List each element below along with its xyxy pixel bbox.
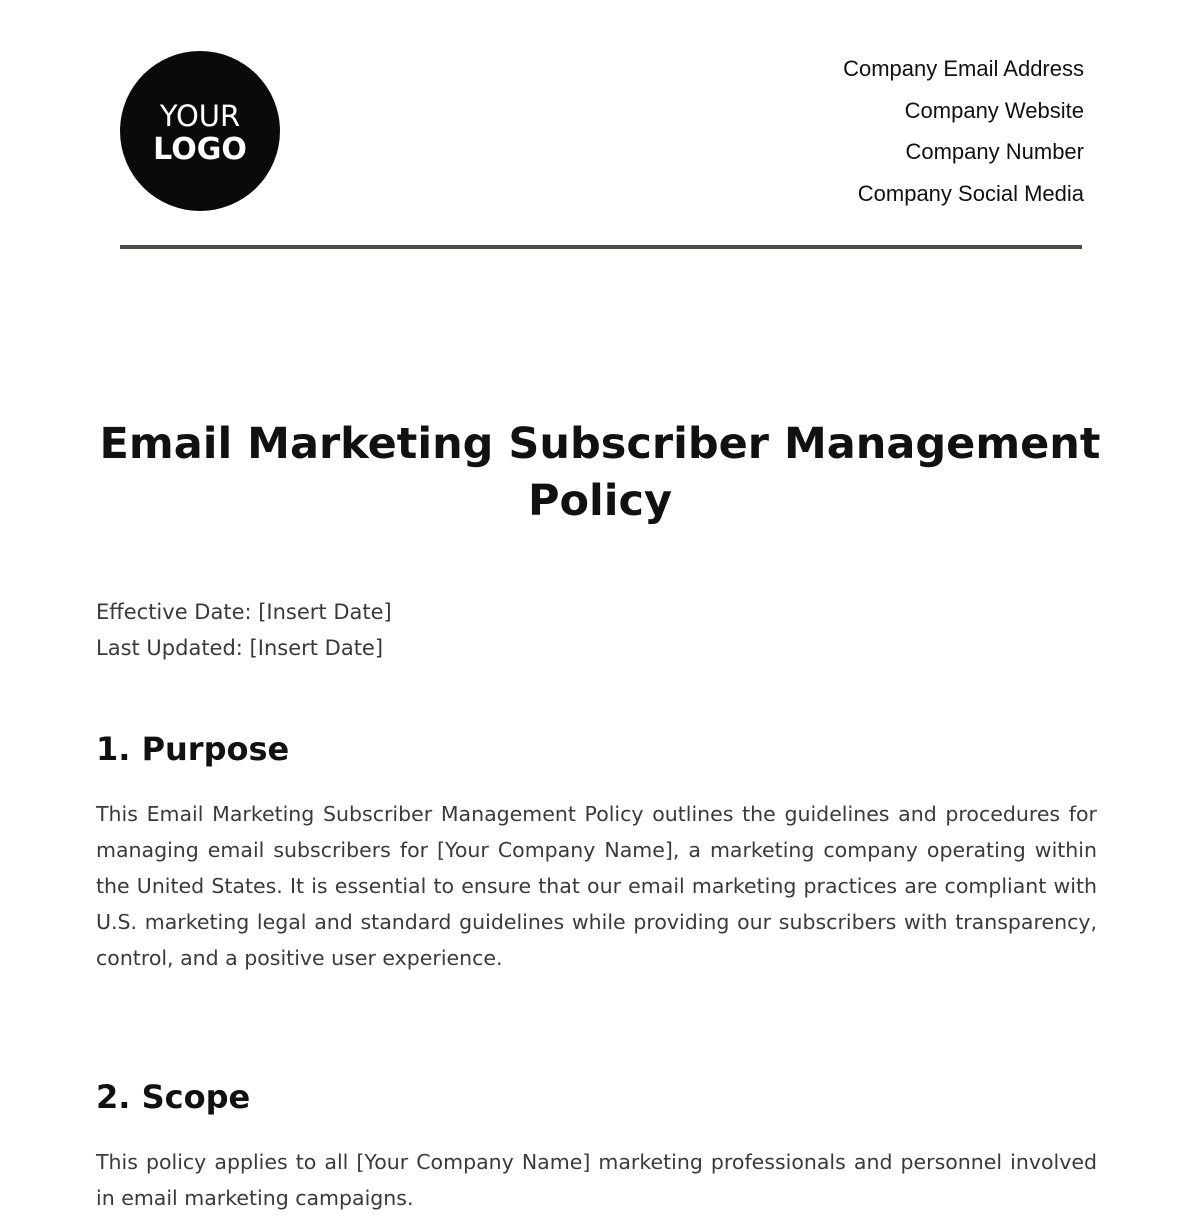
header-divider — [120, 245, 1082, 249]
logo-text-your: YOUR — [159, 98, 241, 133]
company-email: Company Email Address — [843, 56, 1084, 81]
last-updated-date: Last Updated: [Insert Date] — [96, 636, 384, 660]
section-heading-purpose: 1. Purpose — [96, 730, 290, 768]
company-logo — [120, 51, 280, 211]
document-title: Email Marketing Subscriber Management Policy — [99, 419, 1101, 526]
company-number: Company Number — [905, 139, 1084, 164]
section-heading-scope: 2. Scope — [96, 1078, 251, 1116]
company-website: Company Website — [904, 97, 1084, 123]
effective-date: Effective Date: [Insert Date] — [96, 600, 392, 624]
logo-text-logo: LOGO — [153, 131, 247, 167]
company-contact-block — [843, 54, 1084, 220]
company-social-media: Company Social Media — [857, 180, 1084, 206]
section-body-scope: This policy applies to all [Your Company Name] marketing professionals and personnel involved in email marketing campaigns. — [96, 1150, 1097, 1210]
section-body-purpose: This Email Marketing Subscriber Management Policy outlines the guidelines and procedures for managing email subscribers for [Your Company Name], a marketing company operating within the United States. It is essential to ensure that our email marketing practices are compliant with U.S. marketing legal and standard guidelines while providing our subscribers with transparency, control, and a positive user experience. — [96, 802, 1097, 970]
document-dates — [96, 594, 392, 666]
